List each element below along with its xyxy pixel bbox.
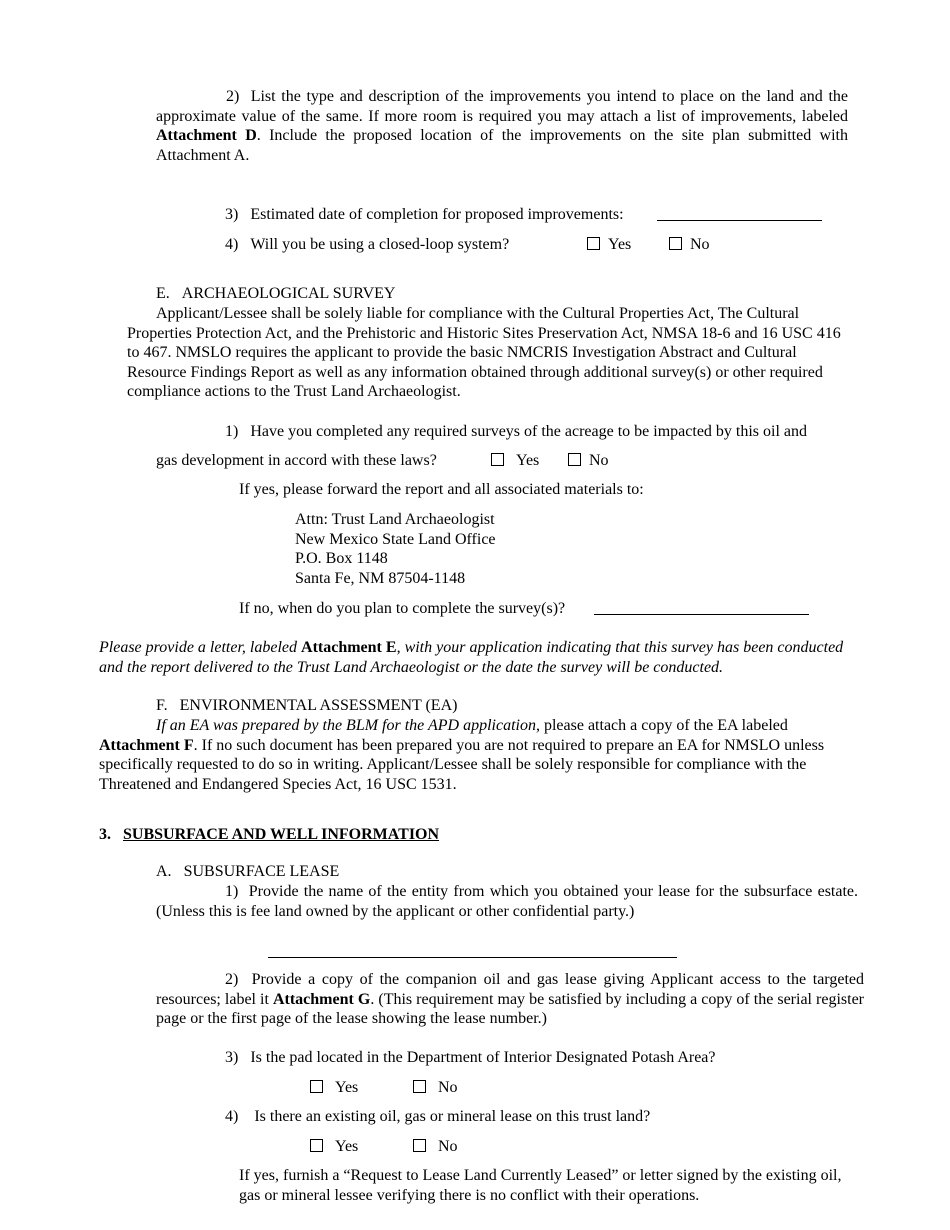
archaeology-paragraph: Applicant/Lessee shall be solely liable for compliance with the Cultural Properties Act, The Cultural Properties Protection Act, and the Prehistoric and Historic Sites Preservation Act, NMSA 18-6 and 16 USC 416 to 467. NMSLO requires the applicant to provide the basic NMCRIS Investigation Abstract and Cultural Resource Findings Report as well as any information obtained through additional survey(s) or other required compliance actions to the Trust Land Archaeologist.: [127, 305, 841, 400]
attachment-f-label: Attachment F: [99, 736, 194, 754]
existing-lease-no-option[interactable]: No: [413, 1137, 458, 1157]
improvements-q2-paragraph: 2) List the type and description of the improvements you intend to place on the land and the approximate value of the same. If more room is required you may attach a list of improvements, labeled Attachment D. Include the proposed location of the improvements on the site plan submitted with Attachment A.: [156, 88, 849, 164]
survey-yes-option[interactable]: Yes: [491, 451, 539, 471]
improvements-q2-number: 2): [226, 88, 240, 105]
address-line: New Mexico State Land Office: [295, 530, 496, 548]
section-3-heading: 3. SUBSURFACE AND WELL INFORMATION: [99, 826, 440, 843]
archaeology-q1-line2: gas development in accord with these laws?: [156, 452, 437, 469]
archaeology-heading: E. ARCHAEOLOGICAL SURVEY: [156, 285, 396, 302]
closed-loop-no-option[interactable]: No: [669, 235, 710, 255]
improvements-q3: 3) Estimated date of completion for proposed improvements:: [225, 206, 624, 223]
subsurface-lease-heading: A. SUBSURFACE LEASE: [156, 863, 340, 880]
existing-lease-yes-option[interactable]: Yes: [310, 1137, 358, 1157]
survey-no-checkbox[interactable]: [568, 453, 581, 466]
if-no-question: If no, when do you plan to complete the survey(s)?: [239, 600, 566, 617]
existing-lease-instruction: If yes, furnish a “Request to Lease Land Currently Leased” or letter signed by the existing oil, gas or mineral lessee verifying there is no conflict with their operations.: [239, 1167, 842, 1204]
environmental-heading: F. ENVIRONMENTAL ASSESSMENT (EA): [156, 697, 458, 714]
attachment-e-note: Please provide a letter, labeled Attachment E, with your application indicating that this survey has been conducted and the report delivered to the Trust Land Archaeologist or the date the survey will be conducted.: [99, 639, 844, 676]
address-line: Santa Fe, NM 87504-1148: [295, 569, 466, 587]
improvements-q4: 4) Will you be using a closed-loop system?: [225, 236, 510, 253]
archaeologist-address: [295, 510, 496, 588]
subsurface-q1-paragraph: 1) Provide the name of the entity from which you obtained your lease for the subsurface estate. (Unless this is fee land owned by the applicant or other confidential party.): [156, 883, 859, 920]
if-yes-instruction: If yes, please forward the report and all associated materials to:: [239, 481, 644, 498]
potash-no-checkbox[interactable]: [413, 1080, 426, 1093]
address-line: Attn: Trust Land Archaeologist: [295, 511, 495, 528]
lease-entity-input[interactable]: [268, 957, 677, 958]
closed-loop-no-checkbox[interactable]: [669, 237, 682, 250]
attachment-d-label: Attachment D: [156, 127, 257, 144]
potash-no-option[interactable]: No: [413, 1078, 458, 1098]
survey-date-input[interactable]: [594, 614, 809, 615]
existing-lease-yes-checkbox[interactable]: [310, 1139, 323, 1152]
completion-date-input[interactable]: [657, 220, 822, 221]
attachment-g-label: Attachment G: [272, 990, 371, 1008]
subsurface-q2-paragraph: 2) Provide a copy of the companion oil and gas lease giving Applicant access to the targeted resources; label it Attachment G. (This requirement may be satisfied by including a copy of the serial register page or the first page of the lease showing the lease number.): [156, 971, 865, 1027]
closed-loop-yes-option[interactable]: Yes: [587, 235, 631, 255]
existing-lease-no-checkbox[interactable]: [413, 1139, 426, 1152]
environmental-paragraph: If an EA was prepared by the BLM for the APD application, please attach a copy of the EA labeled Attachment F. If no such document has been prepared you are not required to prepare an EA for NMSLO unless specifically requested to do so in writing. Applicant/Lessee shall be solely responsible for compliance with the Threatened and Endangered Species Act, 16 USC 1531.: [99, 717, 825, 793]
survey-yes-checkbox[interactable]: [491, 453, 504, 466]
subsurface-q3: 3) Is the pad located in the Department of Interior Designated Potash Area?: [225, 1049, 716, 1066]
archaeology-q1-line1: 1) Have you completed any required surveys of the acreage to be impacted by this oil and: [225, 423, 808, 440]
address-line: P.O. Box 1148: [295, 550, 388, 567]
section-3-title: SUBSURFACE AND WELL INFORMATION: [123, 826, 440, 843]
potash-yes-option[interactable]: Yes: [310, 1078, 358, 1098]
potash-yes-checkbox[interactable]: [310, 1080, 323, 1093]
subsurface-q4: 4) Is there an existing oil, gas or mineral lease on this trust land?: [225, 1108, 651, 1125]
survey-no-option[interactable]: No: [568, 451, 609, 471]
closed-loop-yes-checkbox[interactable]: [587, 237, 600, 250]
attachment-e-label: Attachment E: [301, 639, 397, 656]
